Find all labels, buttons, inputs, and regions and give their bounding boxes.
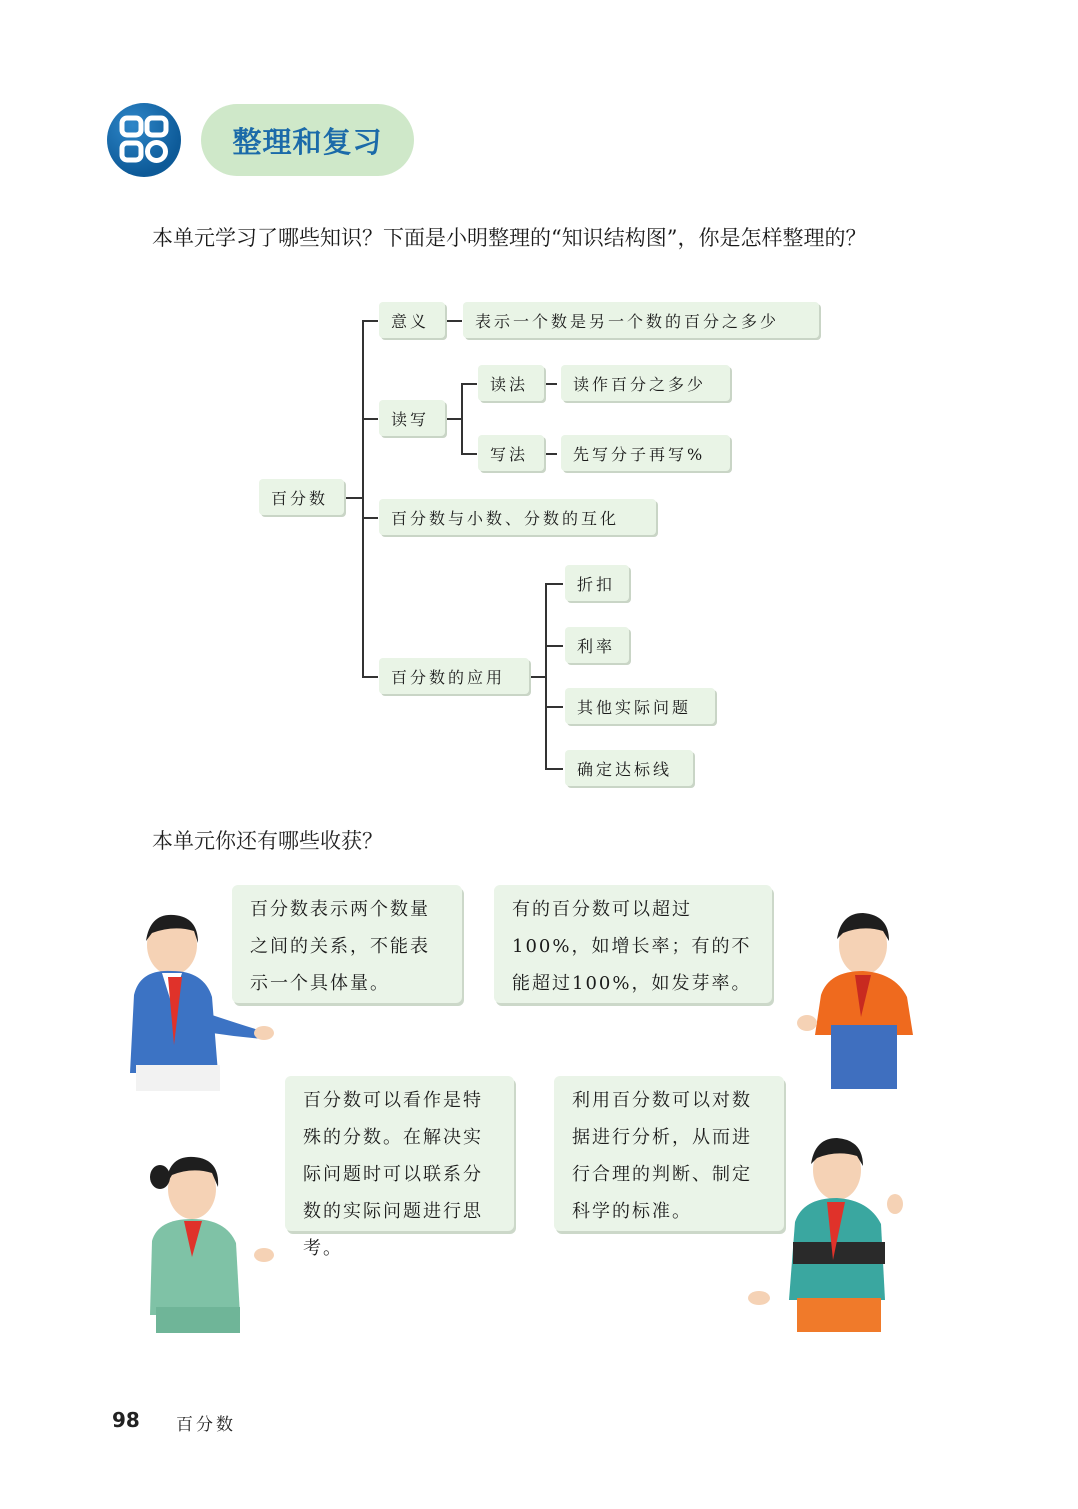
page-number: 98	[112, 1408, 140, 1432]
tree-node-write: 写法	[478, 435, 544, 471]
speech-bubble: 百分数可以看作是特殊的分数。在解决实际问题时可以联系分数的实际问题进行思考。	[285, 1076, 514, 1231]
speech-bubble: 利用百分数可以对数据进行分析，从而进行合理的判断、制定科学的标准。	[554, 1076, 784, 1231]
tree-node-app-item: 确定达标线	[565, 750, 693, 786]
tree-node-application: 百分数的应用	[379, 658, 529, 694]
tree-node-app-item: 折扣	[565, 565, 629, 601]
student-boy-teal-illustration	[745, 1130, 905, 1335]
tree-node-read-write: 读写	[379, 400, 445, 436]
footer-section-title: 百分数	[176, 1415, 236, 1435]
student-boy-illustration	[122, 905, 277, 1105]
student-boy-orange-illustration	[785, 905, 925, 1095]
tree-node-read-detail: 读作百分之多少	[561, 365, 730, 401]
speech-bubble: 百分数表示两个数量之间的关系，不能表示一个具体量。	[232, 885, 462, 1003]
tree-node-read: 读法	[478, 365, 544, 401]
tree-node-conversion: 百分数与小数、分数的互化	[379, 499, 656, 535]
section-title: 整理和复习	[201, 104, 414, 176]
tree-node-app-item: 利率	[565, 627, 629, 663]
student-girl-illustration	[140, 1145, 280, 1335]
tree-node-app-item: 其他实际问题	[565, 688, 715, 724]
tree-node-write-detail: 先写分子再写%	[561, 435, 730, 471]
tree-node-meaning: 意义	[379, 302, 445, 338]
tree-root: 百分数	[259, 479, 344, 515]
intro-paragraph: 本单元学习了哪些知识？下面是小明整理的“知识结构图”，你是怎样整理的？	[152, 226, 867, 250]
question-gains: 本单元你还有哪些收获？	[152, 829, 383, 853]
speech-bubble: 有的百分数可以超过100%，如增长率；有的不能超过100%，如发芽率。	[494, 885, 772, 1003]
tree-node-meaning-detail: 表示一个数是另一个数的百分之多少	[463, 302, 819, 338]
grid-icon	[107, 103, 181, 177]
